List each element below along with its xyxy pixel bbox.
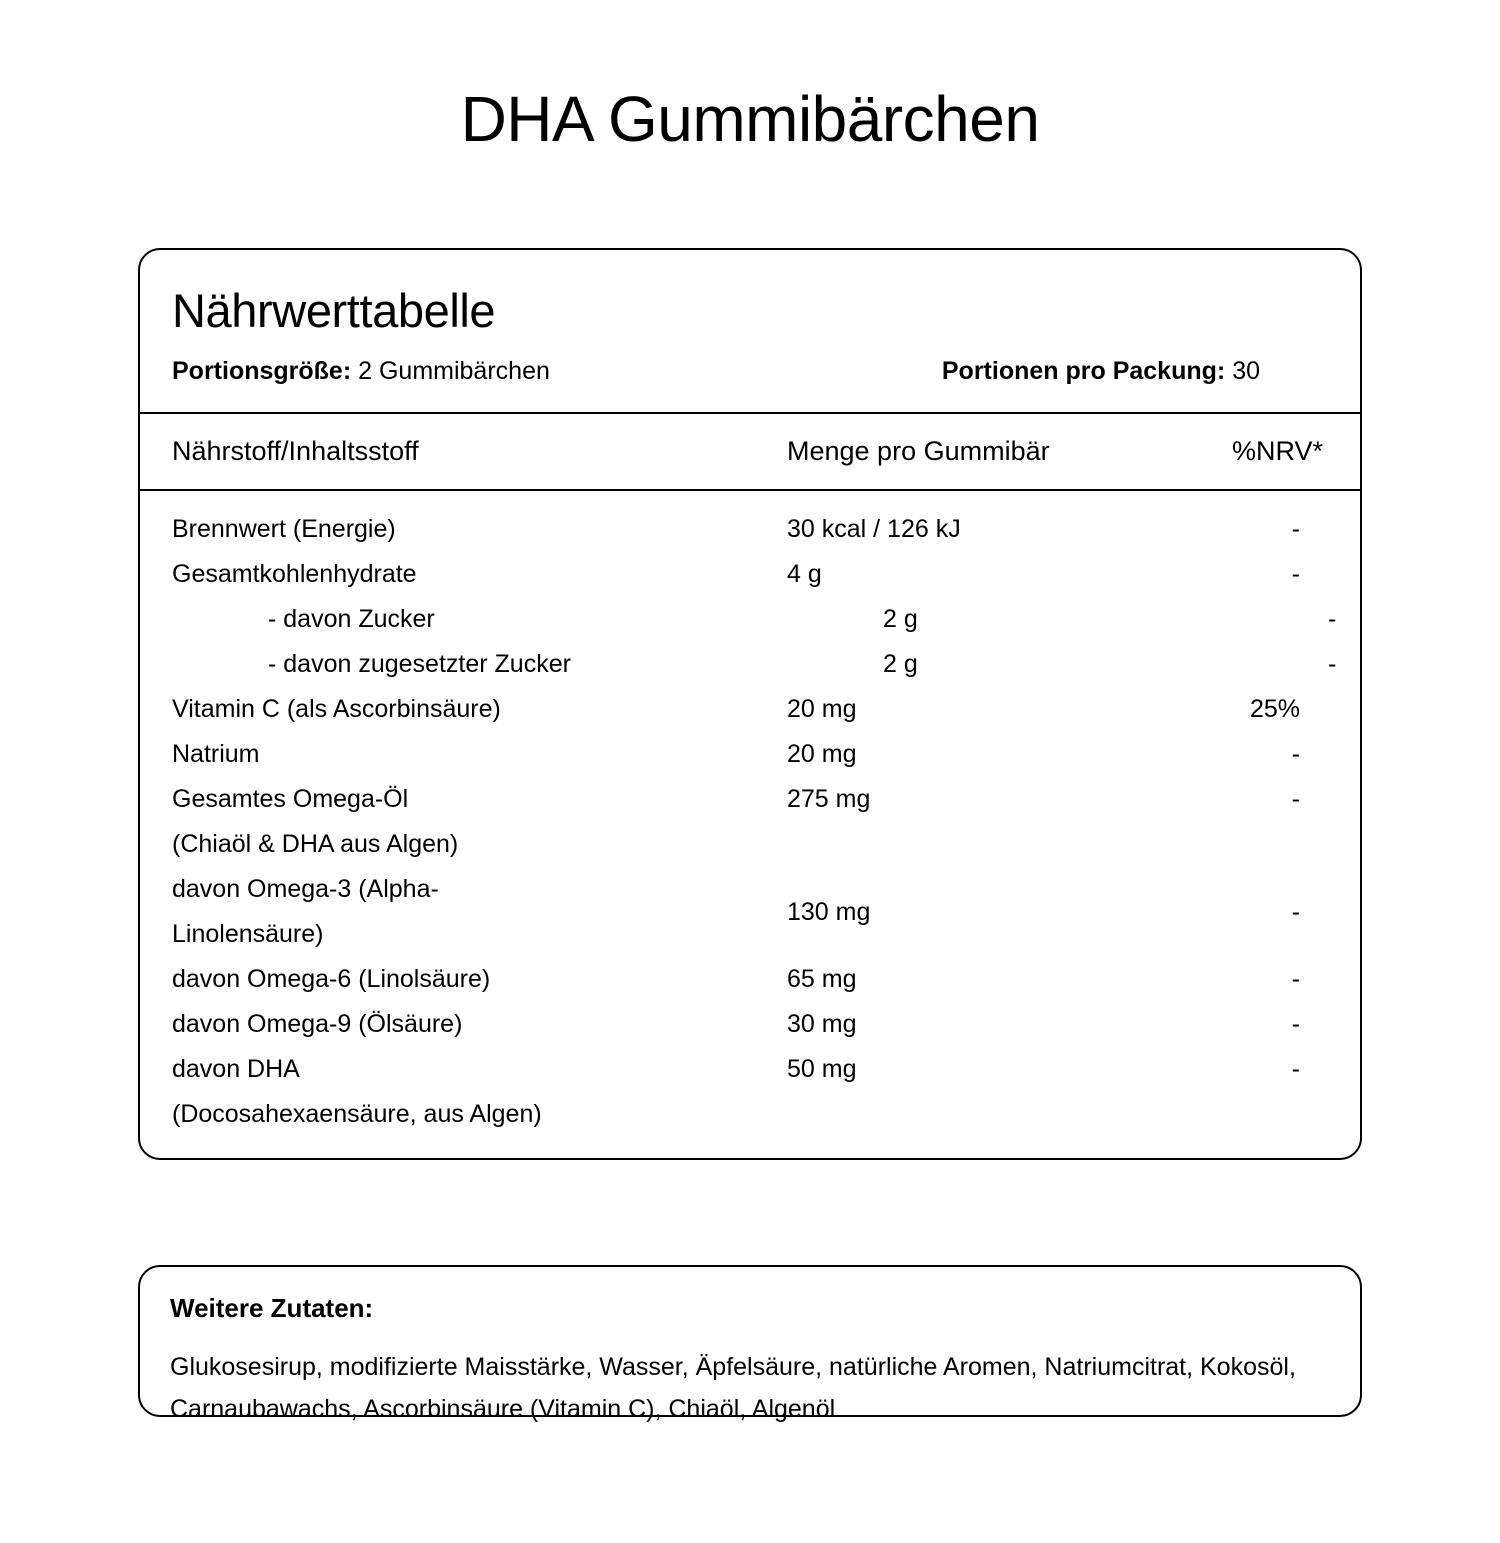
- serving-size: [172, 357, 550, 386]
- table-row: [172, 687, 1328, 732]
- row-nutrient-name: Brennwert (Energie): [172, 515, 396, 544]
- table-row: [172, 777, 1328, 867]
- servings-per-container-label: Portionen pro Packung:: [941, 357, 1226, 386]
- row-amount: 20 mg: [787, 740, 857, 769]
- table-row: [172, 642, 1337, 687]
- table-row: [172, 552, 1328, 597]
- row-amount: 30 mg: [787, 1010, 857, 1039]
- row-nutrient-name: davon DHA (Docosahexaensäure, aus Algen): [172, 1055, 542, 1129]
- row-amount: 4 g: [787, 560, 822, 589]
- column-header-nrv: %NRV*: [1232, 436, 1324, 467]
- row-nutrient-name: Natrium: [172, 740, 260, 769]
- row-amount: 2 g: [883, 605, 918, 634]
- row-nutrient-name: davon Omega-3 (Alpha- Linolensäure): [172, 875, 439, 949]
- table-row: [172, 507, 1328, 552]
- table-row: [172, 867, 1328, 957]
- table-column-header: [140, 414, 1360, 489]
- table-row: [172, 1047, 1328, 1137]
- row-nrv: -: [1291, 515, 1300, 544]
- nutrition-heading: Nährwerttabelle: [172, 283, 496, 337]
- row-nrv: -: [1291, 1055, 1300, 1084]
- row-nutrient-name-line2: (Chiaöl & DHA aus Algen): [172, 830, 459, 859]
- ingredients-text: Glukosesirup, modifizierte Maisstärke, Wasser, Äpfelsäure, natürliche Aromen, Natriumcitrat, Kokosöl, Carnaubawachs, Ascorbinsäure (Vitamin C), Chiaöl, Algenöl: [170, 1352, 1296, 1423]
- row-amount: 2 g: [883, 650, 918, 679]
- row-nrv: -: [1291, 785, 1300, 814]
- row-nutrient-name: Gesamtkohlenhydrate: [172, 560, 417, 589]
- serving-size-value: 2 Gummibärchen: [358, 357, 550, 386]
- row-nrv: -: [1291, 897, 1300, 926]
- serving-size-label: Portionsgröße:: [172, 357, 352, 386]
- row-nutrient-name: Vitamin C (als Ascorbinsäure): [172, 695, 501, 724]
- nutrition-rows: [140, 491, 1360, 1137]
- row-amount: 275 mg: [787, 785, 871, 814]
- row-amount: 50 mg: [787, 1055, 857, 1084]
- row-amount: 30 kcal / 126 kJ: [787, 515, 961, 544]
- row-nrv: -: [1291, 560, 1300, 589]
- table-row: [172, 957, 1328, 1002]
- row-nutrient-name: - davon zugesetzter Zucker: [268, 650, 571, 679]
- row-nrv: -: [1291, 965, 1300, 994]
- row-nrv: -: [1291, 740, 1300, 769]
- row-amount: 65 mg: [787, 965, 857, 994]
- row-nrv: -: [1328, 650, 1337, 679]
- column-header-amount: Menge pro Gummibär: [787, 436, 1050, 467]
- serving-info-row: [172, 357, 1328, 412]
- servings-per-container: [942, 357, 1260, 386]
- row-nutrient-name: - davon Zucker: [268, 605, 435, 634]
- row-nutrient-name: davon Omega-6 (Linolsäure): [172, 965, 491, 994]
- row-nutrient-name: Gesamtes Omega-Öl (Chiaöl & DHA aus Algen): [172, 785, 459, 859]
- row-nrv: 25%: [1249, 695, 1300, 724]
- table-row: [172, 597, 1337, 642]
- nutrition-header: [140, 250, 1360, 412]
- row-nutrient-name: davon Omega-9 (Ölsäure): [172, 1010, 463, 1039]
- nutrition-facts-panel: [138, 248, 1362, 1160]
- table-row: [172, 732, 1328, 777]
- ingredients-panel: [138, 1265, 1362, 1423]
- ingredients-heading: Weitere Zutaten:: [170, 1292, 374, 1323]
- row-nrv: -: [1291, 1010, 1300, 1039]
- row-nutrient-name-line2: (Docosahexaensäure, aus Algen): [172, 1100, 542, 1129]
- row-amount: 20 mg: [787, 695, 857, 724]
- column-header-nutrient: Nährstoff/Inhaltsstoff: [172, 436, 419, 467]
- row-nutrient-name-line2: Linolensäure): [172, 920, 324, 949]
- row-amount: 130 mg: [787, 897, 871, 926]
- row-nrv: -: [1328, 605, 1337, 634]
- servings-per-container-value: 30: [1232, 357, 1260, 386]
- page-title: DHA Gummibärchen: [460, 82, 1040, 155]
- table-row: [172, 1002, 1328, 1047]
